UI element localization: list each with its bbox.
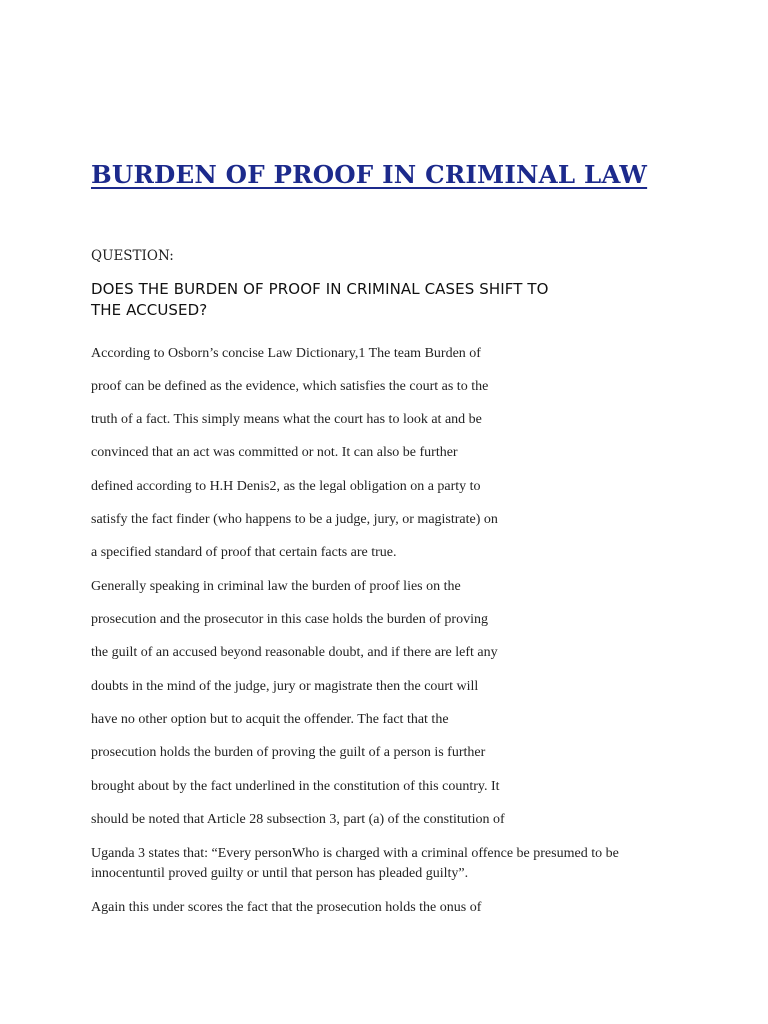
body-line: innocentuntil proved guilty or until that person has pleaded guilty”. [91, 866, 469, 881]
body-line: defined according to H.H Denis2, as the legal obligation on a party to [91, 479, 481, 494]
body-line: truth of a fact. This simply means what the court has to look at and be [91, 412, 482, 427]
body-line: proof can be defined as the evidence, which satisfies the court as to the [91, 379, 489, 394]
body-line: should be noted that Article 28 subsection 3, part (a) of the constitution of [91, 812, 505, 827]
body-line: Uganda 3 states that: “Every personWho is charged with a criminal offence be presumed to be [91, 846, 619, 861]
body-line: prosecution holds the burden of proving the guilt of a person is further [91, 745, 486, 760]
question-label: QUESTION: [91, 248, 174, 264]
body-line: the guilt of an accused beyond reasonable doubt, and if there are left any [91, 645, 498, 660]
body-line: brought about by the fact underlined in the constitution of this country. It [91, 779, 500, 794]
body-line: convinced that an act was committed or not. It can also be further [91, 445, 458, 460]
body-line: satisfy the fact finder (who happens to be a judge, jury, or magistrate) on [91, 512, 498, 527]
body-line: have no other option but to acquit the offender. The fact that the [91, 712, 449, 727]
body-line: a specified standard of proof that certain facts are true. [91, 545, 397, 560]
document-title: BURDEN OF PROOF IN CRIMINAL LAW [91, 160, 648, 189]
body-line: Generally speaking in criminal law the burden of proof lies on the [91, 579, 461, 594]
body-line: Again this under scores the fact that the prosecution holds the onus of [91, 900, 482, 915]
body-line: prosecution and the prosecutor in this case holds the burden of proving [91, 612, 488, 627]
body-line: doubts in the mind of the judge, jury or magistrate then the court will [91, 679, 479, 694]
body-line: According to Osborn’s concise Law Dictionary,1 The team Burden of [91, 346, 481, 361]
question-text: DOES THE BURDEN OF PROOF IN CRIMINAL CASES SHIFT TO THE ACCUSED? [91, 280, 549, 319]
